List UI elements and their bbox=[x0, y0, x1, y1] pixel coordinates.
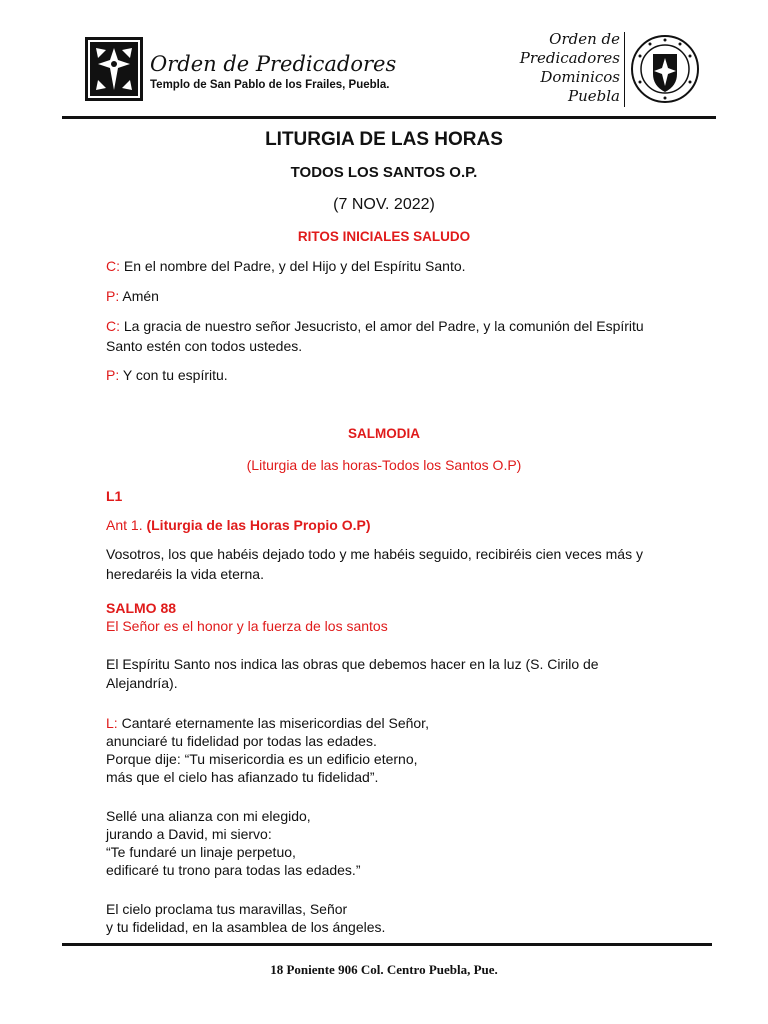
stanza-line: jurando a David, mi siervo: bbox=[106, 826, 272, 842]
right-line-2: Predicadores bbox=[519, 49, 620, 67]
stanza-1 bbox=[106, 714, 662, 786]
dialogue-text: Amén bbox=[119, 288, 159, 304]
salmodia-note: (Liturgia de las horas-Todos los Santos O.P) bbox=[246, 457, 522, 473]
stanza-line bbox=[106, 714, 662, 732]
dialogue-text: En el nombre del Padre, y del Hijo y del Espíritu Santo. bbox=[120, 258, 466, 274]
footer-rule bbox=[62, 943, 712, 946]
right-line-3: Dominicos bbox=[540, 68, 620, 86]
document-body bbox=[106, 128, 662, 936]
speaker-label: C: bbox=[106, 318, 120, 334]
speaker-label: C: bbox=[106, 258, 120, 274]
stanza-2 bbox=[106, 807, 662, 879]
order-title-right bbox=[480, 30, 620, 106]
stanza-line: El cielo proclama tus maravillas, Señor bbox=[106, 901, 348, 917]
right-line-4: Puebla bbox=[568, 87, 620, 105]
stanza-line: Sellé una alianza con mi elegido, bbox=[106, 808, 311, 824]
dominican-cross-logo-icon bbox=[84, 36, 144, 102]
stanza-line: “Te fundaré un linaje perpetuo, bbox=[106, 844, 296, 860]
speaker-label: P: bbox=[106, 288, 120, 304]
header-rule bbox=[62, 116, 716, 119]
section-ritos-iniciales: RITOS INICIALES SALUDO bbox=[297, 229, 471, 244]
psalm-title: SALMO 88 bbox=[106, 600, 177, 616]
speaker-label: P: bbox=[106, 367, 120, 383]
order-title-left: Orden de Predicadores bbox=[150, 52, 397, 76]
stanza-line: anunciaré tu fidelidad por todas las edades. bbox=[106, 733, 377, 749]
document-subtitle: TODOS LOS SANTOS O.P. bbox=[290, 164, 478, 181]
antiphon-source: (Liturgia de las Horas Propio O.P) bbox=[146, 517, 371, 533]
psalm-subtitle: El Señor es el honor y la fuerza de los santos bbox=[106, 618, 388, 634]
document-title: LITURGIA DE LAS HORAS bbox=[265, 129, 503, 150]
document-date: (7 NOV. 2022) bbox=[333, 196, 435, 213]
section-salmodia: SALMODIA bbox=[348, 426, 420, 441]
dialogue-text: La gracia de nuestro señor Jesucristo, el amor del Padre, y la comunión del Espíritu Santo estén con todos ustedes. bbox=[106, 318, 644, 354]
antiphon-heading bbox=[106, 515, 662, 535]
antiphon-text: Vosotros, los que habéis dejado todo y me habéis seguido, recibiréis cien veces más y heredaréis la vida eterna. bbox=[106, 546, 643, 582]
dialogue-line-1 bbox=[106, 256, 662, 276]
l1-label: L1 bbox=[106, 488, 123, 504]
page-header bbox=[0, 0, 768, 125]
header-divider bbox=[624, 32, 625, 107]
stanza-line-text: Cantaré eternamente las misericordias del Señor, bbox=[117, 715, 429, 731]
reader-label: L: bbox=[106, 715, 118, 731]
stanza-line: edificaré tu trono para todas las edades.” bbox=[106, 862, 361, 878]
footer-address: 18 Poniente 906 Col. Centro Puebla, Pue. bbox=[270, 962, 498, 977]
temple-subtitle: Templo de San Pablo de los Frailes, Puebla. bbox=[150, 79, 390, 91]
stanza-3 bbox=[106, 900, 662, 936]
dialogue-line-3 bbox=[106, 316, 662, 356]
stanza-line: Porque dije: “Tu misericordia es un edificio eterno, bbox=[106, 751, 418, 767]
stanza-line: más que el cielo has afianzado tu fidelidad”. bbox=[106, 769, 379, 785]
right-line-1: Orden de bbox=[549, 30, 620, 48]
dialogue-line-2 bbox=[106, 286, 662, 306]
psalm-intro: El Espíritu Santo nos indica las obras que debemos hacer en la luz (S. Cirilo de Alejandría). bbox=[106, 656, 599, 691]
dominican-seal-icon bbox=[630, 34, 700, 104]
dialogue-text: Y con tu espíritu. bbox=[119, 367, 228, 383]
stanza-line: y tu fidelidad, en la asamblea de los ángeles. bbox=[106, 919, 386, 935]
antiphon-label: Ant 1. bbox=[106, 517, 147, 533]
dialogue-line-4 bbox=[106, 365, 662, 385]
